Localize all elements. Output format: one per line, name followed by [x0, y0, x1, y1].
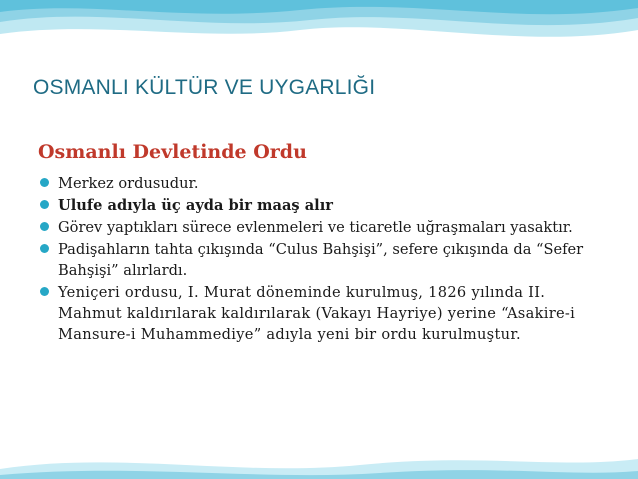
bullet-item: [38, 173, 613, 194]
bullet-item: [38, 195, 613, 216]
bottom-wave-decoration: [0, 429, 638, 479]
bullet-text: Yeniçeri ordusu, I. Murat döneminde kurulmuş, 1826 yılında II. Mahmut kaldırılarak kaldırılarak (Vakayı Hayriye) yerine “Asakire-i Mansure-i Muhammediye” adıyla yeni bir ordu kurulmuştur.: [58, 284, 576, 343]
top-wave-decoration: [0, 0, 638, 60]
bullet-icon: [40, 287, 49, 296]
bullet-text: Padişahların tahta çıkışında “Culus Bahşişi”, sefere çıkışında da “Sefer Bahşişi” alırlardı.: [58, 241, 584, 279]
bullet-text: Merkez ordusudur.: [58, 175, 199, 192]
bullet-list: [38, 173, 613, 346]
bullet-text: Ulufe adıyla üç ayda bir maaş alır: [58, 197, 333, 214]
bullet-icon: [40, 244, 49, 253]
slide-title: OSMANLI KÜLTÜR VE UYGARLIĞI: [33, 76, 376, 99]
bullet-item: [38, 217, 613, 238]
bullet-icon: [40, 200, 49, 209]
bullet-text: Görev yaptıkları sürece evlenmeleri ve ticaretle uğraşmaları yasaktır.: [58, 219, 573, 236]
bullet-item: [38, 239, 613, 281]
slide-subtitle: Osmanlı Devletinde Ordu: [38, 141, 307, 163]
bullet-item: [38, 282, 613, 345]
bullet-icon: [40, 178, 49, 187]
bullet-icon: [40, 222, 49, 231]
